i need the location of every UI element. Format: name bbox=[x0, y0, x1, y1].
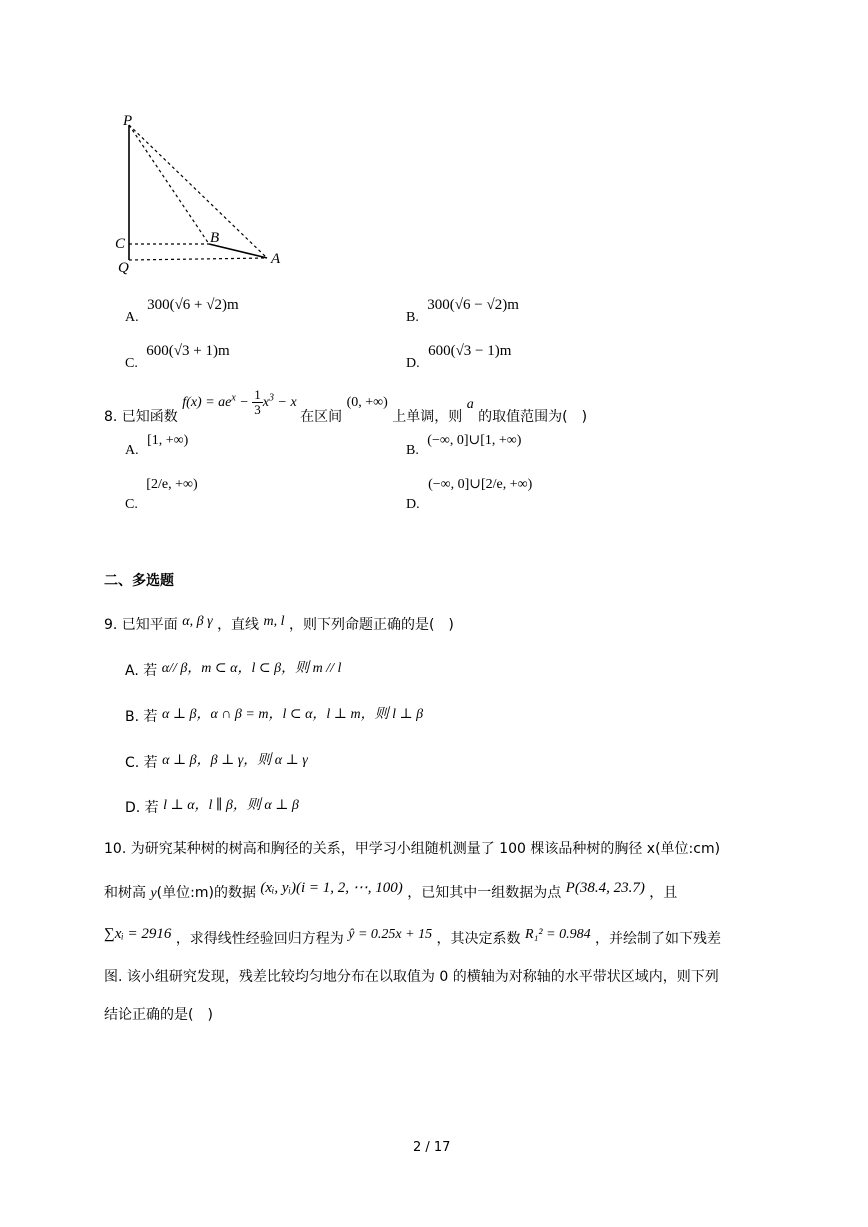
text: ，求得线性经验回归方程为 bbox=[175, 931, 344, 947]
section-title: 二、多选题 bbox=[104, 573, 174, 589]
q10-line4: 图. 该小组研究发现，残差比较均匀地分布在以取值为 0 的横轴为对称轴的水平带状区域内，则下列 bbox=[104, 969, 719, 985]
q8-var: a bbox=[466, 396, 474, 412]
q10-line3 bbox=[104, 928, 721, 948]
q7-option-b[interactable] bbox=[406, 297, 519, 325]
option-letter: B. bbox=[406, 310, 419, 325]
q8-suffix1: 上单调，则 bbox=[392, 408, 463, 425]
text: (单位:m)的数据 bbox=[156, 885, 256, 901]
q8-interval: (0, +∞) bbox=[346, 394, 388, 410]
option-value: (−∞, 0]∪[2/e, +∞) bbox=[428, 477, 533, 492]
q7-option-a[interactable] bbox=[125, 297, 239, 325]
data-pair: (xᵢ, yᵢ)(i = 1, 2, ⋯, 100) bbox=[260, 880, 403, 896]
q9-option-d[interactable] bbox=[125, 797, 299, 817]
q8-stem bbox=[104, 388, 587, 424]
q10-line5: 结论正确的是( ) bbox=[104, 1007, 213, 1023]
q8-option-d[interactable] bbox=[406, 476, 533, 512]
q9-stem bbox=[104, 614, 454, 634]
q9-planes: α, β γ bbox=[182, 614, 213, 629]
option-value: α// β，m ⊂ α，l ⊂ β，则 m // l bbox=[161, 661, 342, 676]
q9-option-c[interactable] bbox=[125, 752, 308, 772]
q8-middle: 在区间 bbox=[300, 408, 343, 425]
label-p: P bbox=[123, 113, 133, 129]
q9-option-a[interactable] bbox=[125, 660, 341, 680]
text: ，已知其中一组数据为点 bbox=[407, 885, 562, 901]
option-letter: C. bbox=[125, 356, 138, 371]
q9-lines: m, l bbox=[263, 614, 285, 629]
option-letter: B. 若 bbox=[125, 709, 158, 725]
segment-pb bbox=[129, 125, 209, 244]
option-letter: D. bbox=[406, 497, 420, 512]
q9-stem-text2: ，直线 bbox=[217, 617, 260, 633]
q8-option-c[interactable] bbox=[125, 476, 198, 512]
option-value: 300(√6 + √2)m bbox=[147, 297, 239, 313]
label-c: C bbox=[115, 236, 126, 252]
page-number: 2 / 17 bbox=[413, 1140, 451, 1155]
option-value: 600(√3 + 1)m bbox=[146, 343, 230, 359]
q9-stem-text: 9. 已知平面 bbox=[104, 617, 178, 633]
q9-option-b[interactable] bbox=[125, 706, 423, 726]
text: ，并绘制了如下残差 bbox=[595, 931, 722, 947]
label-q: Q bbox=[118, 260, 129, 276]
point-p: P(38.4, 23.7) bbox=[565, 880, 645, 896]
var-y: y bbox=[150, 886, 157, 901]
option-letter: D. bbox=[406, 356, 420, 371]
sum-expr: ∑xᵢ = 2916 bbox=[104, 926, 172, 942]
option-value: α ⊥ β，α ∩ β = m，l ⊂ α，l ⊥ m，则 l ⊥ β bbox=[161, 707, 424, 722]
segment-qa bbox=[129, 258, 267, 260]
q8-suffix2: 的取值范围为( ) bbox=[478, 408, 588, 425]
option-letter: C. bbox=[125, 497, 138, 512]
q10-line1: 10. 为研究某种树的树高和胸径的关系，甲学习小组随机测量了 100 棵该品种树的胸径 x(单位:cm) bbox=[104, 841, 721, 857]
option-value: 300(√6 − √2)m bbox=[427, 297, 519, 313]
option-value: α ⊥ β，β ⊥ γ，则 α ⊥ γ bbox=[162, 753, 308, 768]
q7-option-d[interactable] bbox=[406, 343, 512, 371]
option-letter: A. 若 bbox=[125, 663, 158, 679]
q8-option-a[interactable] bbox=[125, 432, 189, 458]
q8-function: $f(x) = ae^x$ − $\frac{1}{3}$ $x^3 - x$ bbox=[182, 387, 297, 417]
option-value: l ⊥ α，l ∥ β，则 α ⊥ β bbox=[163, 798, 299, 813]
regression-eq: ŷ = 0.25x + 15 bbox=[348, 927, 433, 942]
option-letter: D. 若 bbox=[125, 800, 159, 816]
q7-option-c[interactable] bbox=[125, 343, 230, 371]
r-squared: R₁² = 0.984 bbox=[525, 927, 591, 942]
option-value: [2/e, +∞) bbox=[146, 477, 198, 492]
option-letter: B. bbox=[406, 443, 419, 458]
q10-line2 bbox=[104, 882, 677, 902]
q8-option-b[interactable] bbox=[406, 432, 522, 458]
text: ，且 bbox=[649, 885, 678, 901]
q9-stem-text3: ，则下列命题正确的是( ) bbox=[288, 617, 454, 633]
label-a: A bbox=[271, 251, 281, 267]
option-value: [1, +∞) bbox=[147, 433, 189, 448]
label-b: B bbox=[210, 230, 220, 246]
segment-pa bbox=[129, 125, 267, 258]
option-letter: C. 若 bbox=[125, 755, 158, 771]
option-value: (−∞, 0]∪[1, +∞) bbox=[427, 433, 522, 448]
text: 和树高 bbox=[104, 885, 151, 901]
text: ，其决定系数 bbox=[436, 931, 521, 947]
q8-prefix: 8. 已知函数 bbox=[104, 408, 178, 425]
option-letter: A. bbox=[125, 443, 139, 458]
option-value: 600(√3 − 1)m bbox=[428, 343, 512, 359]
option-letter: A. bbox=[125, 310, 139, 325]
